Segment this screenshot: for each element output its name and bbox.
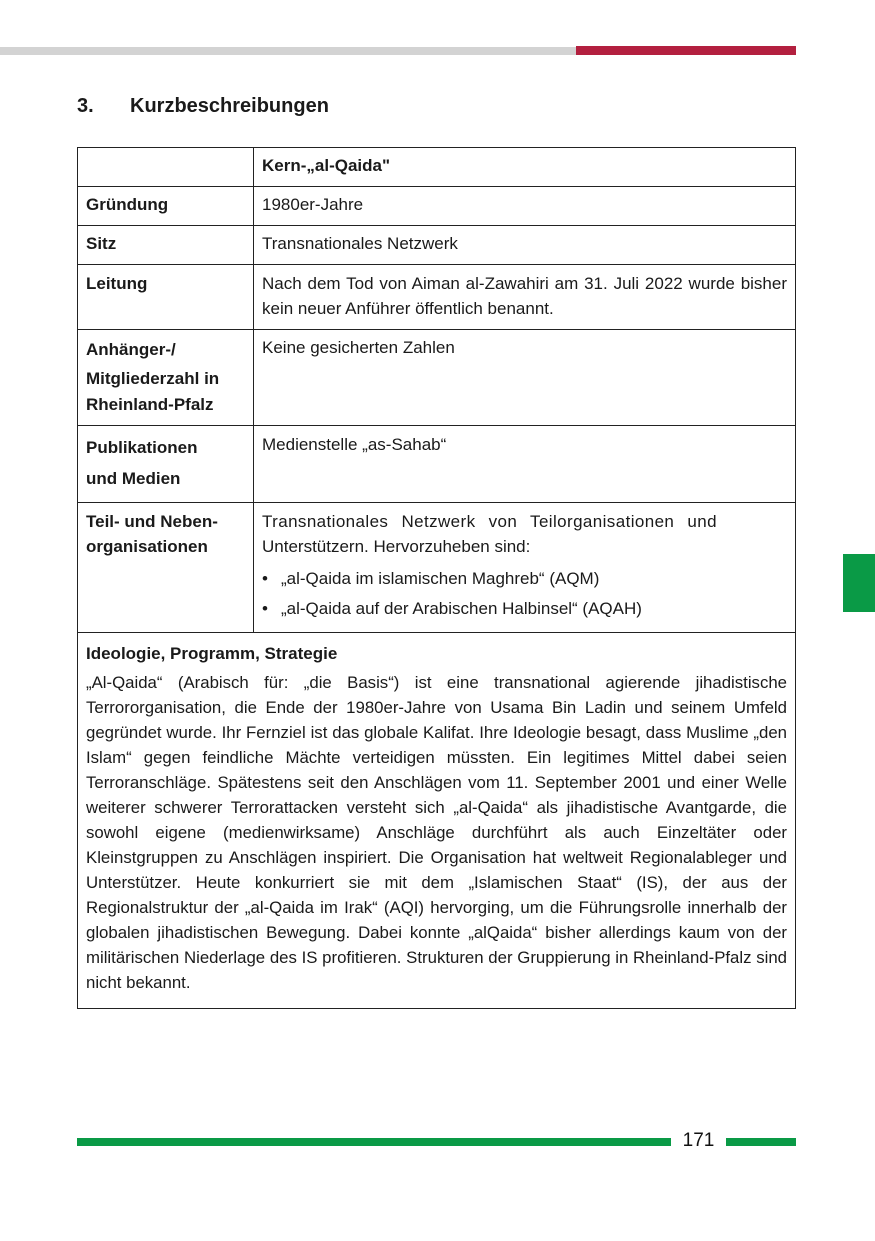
row-label-sub-line2: organisationen <box>86 537 208 556</box>
row-label-members <box>78 330 254 426</box>
row-value-seat: Transnationales Netzwerk <box>254 226 796 265</box>
list-item-text: „al-Qaida im islamischen Maghreb“ (AQM) <box>281 569 600 588</box>
row-label-sub-line1: Teil- und Neben- <box>86 512 218 531</box>
list-item <box>262 594 787 624</box>
page-number: 171 <box>682 1130 715 1151</box>
row-value-suborganizations <box>254 503 796 633</box>
footer-rule-left <box>77 1138 671 1146</box>
row-label-suborganizations <box>78 503 254 633</box>
row-label-members-line2: Mitgliederzahl in <box>86 369 220 388</box>
row-label-publications-line1: Publikationen <box>86 438 198 457</box>
header-rule-red <box>576 46 796 55</box>
bullet-icon: • <box>262 569 268 588</box>
row-value-founding: 1980er-Jahre <box>254 187 796 226</box>
row-label-leadership: Leitung <box>78 265 254 330</box>
table-row <box>78 330 796 426</box>
ideology-row <box>78 633 796 1009</box>
header-rule-grey <box>0 47 576 55</box>
row-label-publications-line2: und Medien <box>86 469 181 488</box>
table-row <box>78 265 796 330</box>
row-label-members-line3: Rheinland-Pfalz <box>86 395 214 414</box>
row-value-members: Keine gesicherten Zahlen <box>254 330 796 426</box>
table-row <box>78 426 796 503</box>
section-number: 3. <box>77 95 94 117</box>
section-heading <box>77 94 329 118</box>
sub-organization-list <box>262 564 787 624</box>
table-row <box>78 226 796 265</box>
organization-name: Kern-„al-Qaida" <box>254 148 796 187</box>
ideology-cell <box>78 633 796 1009</box>
list-item-text: „al-Qaida auf der Arabischen Halbinsel“ (AQAH) <box>281 599 642 618</box>
list-item <box>262 564 787 594</box>
profile-table <box>77 147 796 1009</box>
row-label-members-line1: Anhänger-/ <box>86 340 176 359</box>
sub-intro-line1: Transnationales Netzwerk von Teilorganisationen und <box>262 512 717 531</box>
section-title: Kurzbeschreibungen <box>130 95 329 117</box>
table-row <box>78 503 796 633</box>
table-header-row <box>78 148 796 187</box>
header-label-cell <box>78 148 254 187</box>
sub-intro-line2: Unterstützern. Hervorzuheben sind: <box>262 537 531 556</box>
chapter-side-tab <box>843 554 875 612</box>
row-value-publications: Medienstelle „as-Sahab“ <box>254 426 796 503</box>
row-label-publications <box>78 426 254 503</box>
table-row <box>78 187 796 226</box>
footer-rule-right <box>726 1138 796 1146</box>
bullet-icon: • <box>262 599 268 618</box>
row-value-leadership: Nach dem Tod von Aiman al-Zawahiri am 31. Juli 2022 wurde bisher kein neuer Anführer öffentlich benannt. <box>254 265 796 330</box>
ideology-title: Ideologie, Programm, Strategie <box>86 644 338 663</box>
row-label-founding: Gründung <box>78 187 254 226</box>
row-label-seat: Sitz <box>78 226 254 265</box>
ideology-text: „Al-Qaida“ (Arabisch für: „die Basis“) ist eine transnational agierende jihadistische Terrororganisation, die Ende der 1980er-Jahre von Usama Bin Ladin und seinem Umfeld gegründet wurde. Ihr Fernziel ist das globale Kalifat. Ihre Ideologie besagt, dass Muslime „den Islam“ gegen feindliche Mächte verteidigen müssten. Ein legitimes Mittel dabei seien Terroranschläge. Spätestens seit den Anschlägen vom 11. September 2001 und einer Welle weiterer schwerer Terrorattacken versteht sich „al-Qaida“ als jihadistische Avantgarde, die sowohl eigene (medienwirksame) Anschläge durchführt als auch Einzeltäter oder Kleinstgruppen zu Anschlägen inspiriert. Die Organisation hat weltweit Regionalableger und Unterstützer. Heute konkurriert sie mit dem „Islamischen Staat“ (IS), der aus der Regionalstruktur der „al-Qaida im Irak“ (AQI) hervorging, um die Führungsrolle innerhalb der globalen jihadistischen Bewegung. Dabei konnte „alQaida“ bisher allerdings kaum von der militärischen Niederlage des IS profitieren. Strukturen der Gruppierung in Rheinland-Pfalz sind nicht bekannt. <box>86 673 787 992</box>
